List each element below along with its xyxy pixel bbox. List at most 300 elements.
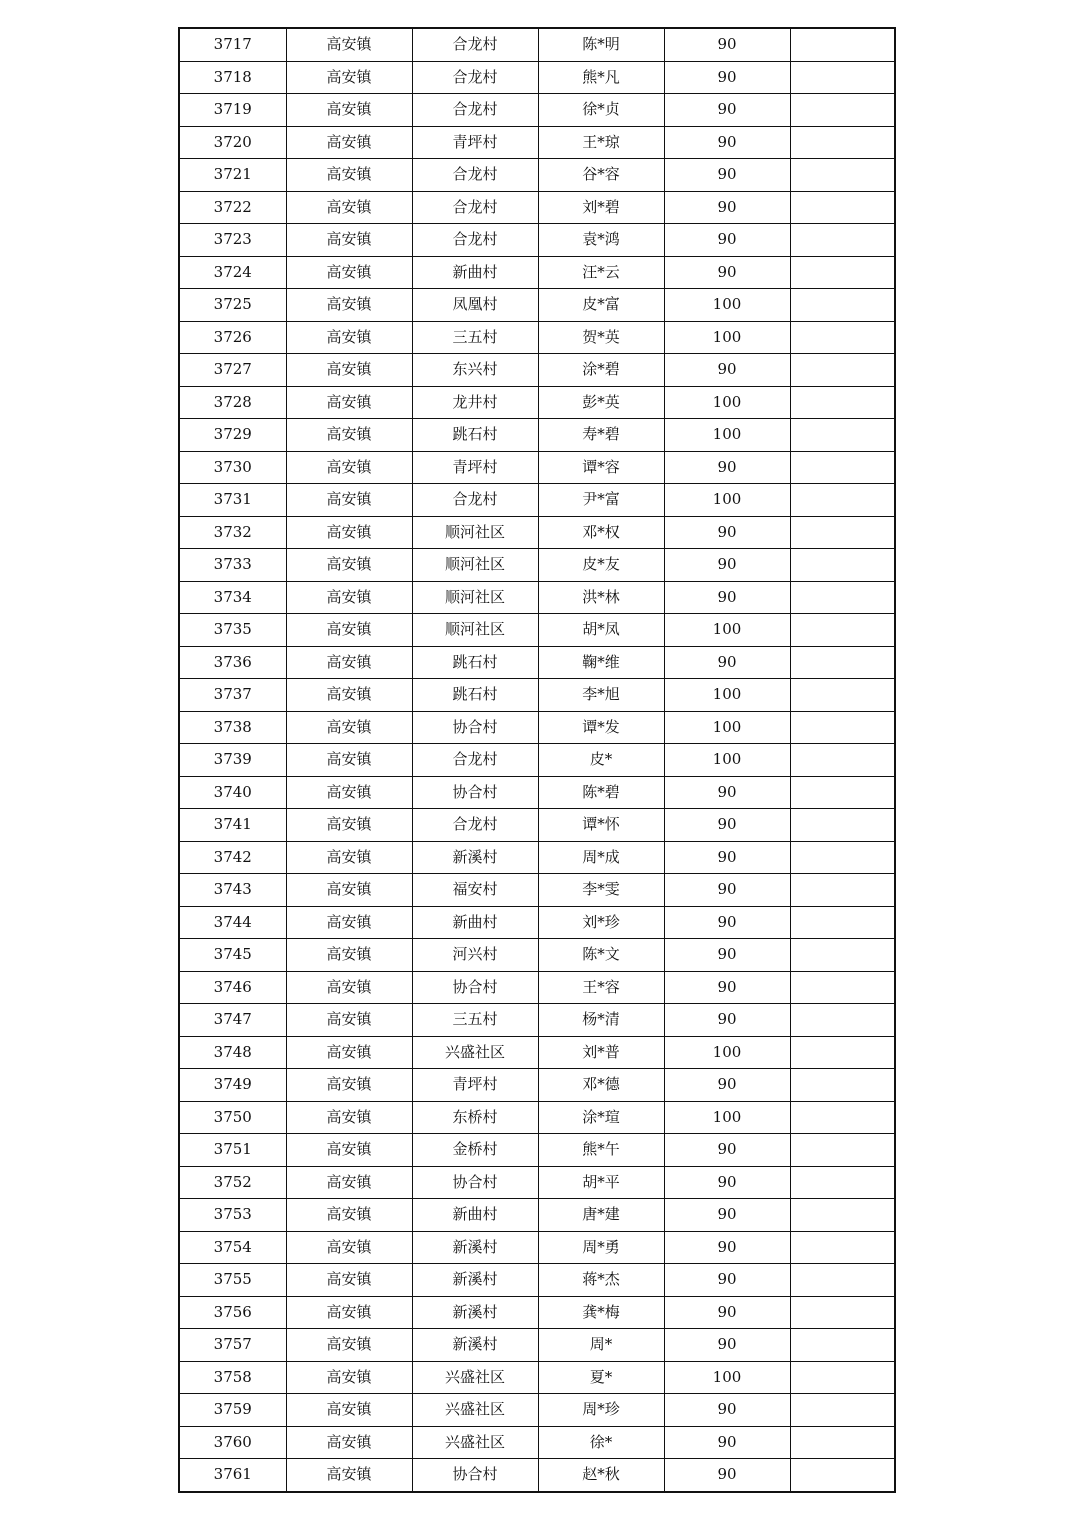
name-cell: 皮*友: [538, 549, 664, 582]
name-cell: 涂*碧: [538, 354, 664, 387]
village-cell: 凤凰村: [412, 289, 538, 322]
amount-cell: 90: [664, 1166, 790, 1199]
village-cell: 合龙村: [412, 191, 538, 224]
town-cell: 高安镇: [286, 679, 412, 712]
town-cell: 高安镇: [286, 159, 412, 192]
table-row: [179, 224, 895, 257]
amount-cell: 90: [664, 776, 790, 809]
row-number-cell: 3747: [179, 1004, 286, 1037]
name-cell: 汪*云: [538, 256, 664, 289]
table-row: [179, 744, 895, 777]
table-row: [179, 711, 895, 744]
table-row: [179, 906, 895, 939]
table-row: [179, 1296, 895, 1329]
town-cell: 高安镇: [286, 28, 412, 61]
name-cell: 谭*容: [538, 451, 664, 484]
town-cell: 高安镇: [286, 1134, 412, 1167]
town-cell: 高安镇: [286, 451, 412, 484]
table-row: [179, 1264, 895, 1297]
row-number-cell: 3722: [179, 191, 286, 224]
table-row: [179, 841, 895, 874]
table-row: [179, 971, 895, 1004]
village-cell: 跳石村: [412, 646, 538, 679]
amount-cell: 100: [664, 321, 790, 354]
village-cell: 新溪村: [412, 1329, 538, 1362]
row-number-cell: 3742: [179, 841, 286, 874]
amount-cell: 90: [664, 126, 790, 159]
table-row: [179, 809, 895, 842]
town-cell: 高安镇: [286, 646, 412, 679]
name-cell: 蒋*杰: [538, 1264, 664, 1297]
village-cell: 协合村: [412, 1166, 538, 1199]
name-cell: 唐*建: [538, 1199, 664, 1232]
amount-cell: 90: [664, 354, 790, 387]
table-row: [179, 1036, 895, 1069]
row-number-cell: 3724: [179, 256, 286, 289]
row-number-cell: 3735: [179, 614, 286, 647]
amount-cell: 90: [664, 1329, 790, 1362]
amount-cell: 100: [664, 419, 790, 452]
village-cell: 顺河社区: [412, 614, 538, 647]
document-page: [178, 27, 894, 1493]
row-number-cell: 3730: [179, 451, 286, 484]
note-cell: [790, 646, 895, 679]
name-cell: 谭*怀: [538, 809, 664, 842]
town-cell: 高安镇: [286, 354, 412, 387]
row-number-cell: 3728: [179, 386, 286, 419]
row-number-cell: 3739: [179, 744, 286, 777]
note-cell: [790, 744, 895, 777]
note-cell: [790, 939, 895, 972]
village-cell: 顺河社区: [412, 581, 538, 614]
row-number-cell: 3731: [179, 484, 286, 517]
row-number-cell: 3741: [179, 809, 286, 842]
table-row: [179, 61, 895, 94]
row-number-cell: 3719: [179, 94, 286, 127]
note-cell: [790, 1166, 895, 1199]
table-row: [179, 1329, 895, 1362]
note-cell: [790, 451, 895, 484]
row-number-cell: 3751: [179, 1134, 286, 1167]
note-cell: [790, 516, 895, 549]
village-cell: 合龙村: [412, 94, 538, 127]
town-cell: 高安镇: [286, 61, 412, 94]
table-row: [179, 1199, 895, 1232]
village-cell: 协合村: [412, 1459, 538, 1492]
town-cell: 高安镇: [286, 419, 412, 452]
town-cell: 高安镇: [286, 971, 412, 1004]
amount-cell: 90: [664, 1459, 790, 1492]
name-cell: 尹*富: [538, 484, 664, 517]
village-cell: 合龙村: [412, 809, 538, 842]
note-cell: [790, 1459, 895, 1492]
row-number-cell: 3743: [179, 874, 286, 907]
row-number-cell: 3725: [179, 289, 286, 322]
village-cell: 青坪村: [412, 1069, 538, 1102]
amount-cell: 90: [664, 939, 790, 972]
amount-cell: 90: [664, 1199, 790, 1232]
table-row: [179, 549, 895, 582]
note-cell: [790, 1199, 895, 1232]
table-row: [179, 679, 895, 712]
town-cell: 高安镇: [286, 516, 412, 549]
table-row: [179, 256, 895, 289]
note-cell: [790, 1231, 895, 1264]
village-cell: 兴盛社区: [412, 1361, 538, 1394]
village-cell: 新溪村: [412, 1264, 538, 1297]
village-cell: 三五村: [412, 1004, 538, 1037]
amount-cell: 90: [664, 1231, 790, 1264]
table-row: [179, 1459, 895, 1492]
row-number-cell: 3720: [179, 126, 286, 159]
note-cell: [790, 906, 895, 939]
table-row: [179, 191, 895, 224]
town-cell: 高安镇: [286, 1329, 412, 1362]
name-cell: 王*容: [538, 971, 664, 1004]
row-number-cell: 3754: [179, 1231, 286, 1264]
table-row: [179, 419, 895, 452]
note-cell: [790, 1296, 895, 1329]
village-cell: 协合村: [412, 776, 538, 809]
village-cell: 东兴村: [412, 354, 538, 387]
note-cell: [790, 419, 895, 452]
village-cell: 龙井村: [412, 386, 538, 419]
row-number-cell: 3723: [179, 224, 286, 257]
note-cell: [790, 1069, 895, 1102]
note-cell: [790, 61, 895, 94]
town-cell: 高安镇: [286, 1166, 412, 1199]
name-cell: 胡*凤: [538, 614, 664, 647]
note-cell: [790, 581, 895, 614]
amount-cell: 100: [664, 484, 790, 517]
table-row: [179, 451, 895, 484]
town-cell: 高安镇: [286, 744, 412, 777]
note-cell: [790, 1101, 895, 1134]
amount-cell: 90: [664, 256, 790, 289]
row-number-cell: 3748: [179, 1036, 286, 1069]
table-row: [179, 94, 895, 127]
town-cell: 高安镇: [286, 1264, 412, 1297]
village-cell: 三五村: [412, 321, 538, 354]
village-cell: 合龙村: [412, 744, 538, 777]
name-cell: 陈*文: [538, 939, 664, 972]
name-cell: 陈*明: [538, 28, 664, 61]
table-row: [179, 386, 895, 419]
amount-cell: 90: [664, 516, 790, 549]
table-row: [179, 1426, 895, 1459]
row-number-cell: 3757: [179, 1329, 286, 1362]
row-number-cell: 3756: [179, 1296, 286, 1329]
table-row: [179, 614, 895, 647]
name-cell: 周*: [538, 1329, 664, 1362]
note-cell: [790, 971, 895, 1004]
note-cell: [790, 679, 895, 712]
note-cell: [790, 549, 895, 582]
town-cell: 高安镇: [286, 1069, 412, 1102]
note-cell: [790, 289, 895, 322]
note-cell: [790, 1394, 895, 1427]
amount-cell: 90: [664, 971, 790, 1004]
name-cell: 周*成: [538, 841, 664, 874]
name-cell: 周*勇: [538, 1231, 664, 1264]
name-cell: 王*琼: [538, 126, 664, 159]
row-number-cell: 3734: [179, 581, 286, 614]
row-number-cell: 3755: [179, 1264, 286, 1297]
table-row: [179, 1361, 895, 1394]
table-row: [179, 484, 895, 517]
table-row: [179, 1101, 895, 1134]
village-cell: 新溪村: [412, 1231, 538, 1264]
village-cell: 合龙村: [412, 224, 538, 257]
village-cell: 新溪村: [412, 841, 538, 874]
row-number-cell: 3760: [179, 1426, 286, 1459]
town-cell: 高安镇: [286, 549, 412, 582]
row-number-cell: 3753: [179, 1199, 286, 1232]
town-cell: 高安镇: [286, 126, 412, 159]
town-cell: 高安镇: [286, 1296, 412, 1329]
town-cell: 高安镇: [286, 1231, 412, 1264]
row-number-cell: 3749: [179, 1069, 286, 1102]
name-cell: 杨*清: [538, 1004, 664, 1037]
row-number-cell: 3746: [179, 971, 286, 1004]
town-cell: 高安镇: [286, 1394, 412, 1427]
row-number-cell: 3758: [179, 1361, 286, 1394]
village-cell: 新曲村: [412, 906, 538, 939]
town-cell: 高安镇: [286, 874, 412, 907]
note-cell: [790, 809, 895, 842]
note-cell: [790, 224, 895, 257]
note-cell: [790, 841, 895, 874]
amount-cell: 100: [664, 1361, 790, 1394]
row-number-cell: 3740: [179, 776, 286, 809]
note-cell: [790, 1329, 895, 1362]
row-number-cell: 3752: [179, 1166, 286, 1199]
table-row: [179, 1394, 895, 1427]
town-cell: 高安镇: [286, 94, 412, 127]
amount-cell: 90: [664, 159, 790, 192]
town-cell: 高安镇: [286, 1036, 412, 1069]
row-number-cell: 3717: [179, 28, 286, 61]
town-cell: 高安镇: [286, 1361, 412, 1394]
note-cell: [790, 191, 895, 224]
name-cell: 邓*权: [538, 516, 664, 549]
row-number-cell: 3736: [179, 646, 286, 679]
note-cell: [790, 354, 895, 387]
village-cell: 兴盛社区: [412, 1036, 538, 1069]
note-cell: [790, 711, 895, 744]
row-number-cell: 3729: [179, 419, 286, 452]
note-cell: [790, 484, 895, 517]
town-cell: 高安镇: [286, 1101, 412, 1134]
name-cell: 皮*富: [538, 289, 664, 322]
table-row: [179, 874, 895, 907]
village-cell: 合龙村: [412, 61, 538, 94]
amount-cell: 90: [664, 1296, 790, 1329]
town-cell: 高安镇: [286, 289, 412, 322]
note-cell: [790, 1004, 895, 1037]
note-cell: [790, 386, 895, 419]
note-cell: [790, 1036, 895, 1069]
amount-cell: 90: [664, 61, 790, 94]
name-cell: 李*雯: [538, 874, 664, 907]
town-cell: 高安镇: [286, 386, 412, 419]
amount-cell: 90: [664, 1069, 790, 1102]
village-cell: 兴盛社区: [412, 1394, 538, 1427]
amount-cell: 100: [664, 744, 790, 777]
note-cell: [790, 321, 895, 354]
name-cell: 鞠*维: [538, 646, 664, 679]
table-row: [179, 776, 895, 809]
village-cell: 协合村: [412, 971, 538, 1004]
name-cell: 陈*碧: [538, 776, 664, 809]
name-cell: 贺*英: [538, 321, 664, 354]
note-cell: [790, 94, 895, 127]
amount-cell: 90: [664, 1134, 790, 1167]
table-row: [179, 1166, 895, 1199]
table-row: [179, 581, 895, 614]
table-row: [179, 126, 895, 159]
row-number-cell: 3737: [179, 679, 286, 712]
note-cell: [790, 1426, 895, 1459]
town-cell: 高安镇: [286, 256, 412, 289]
amount-cell: 90: [664, 1426, 790, 1459]
row-number-cell: 3718: [179, 61, 286, 94]
name-cell: 胡*平: [538, 1166, 664, 1199]
village-cell: 合龙村: [412, 28, 538, 61]
amount-cell: 100: [664, 289, 790, 322]
village-cell: 青坪村: [412, 451, 538, 484]
table-row: [179, 289, 895, 322]
town-cell: 高安镇: [286, 191, 412, 224]
table-row: [179, 321, 895, 354]
town-cell: 高安镇: [286, 1199, 412, 1232]
village-cell: 跳石村: [412, 679, 538, 712]
row-number-cell: 3726: [179, 321, 286, 354]
name-cell: 夏*: [538, 1361, 664, 1394]
name-cell: 刘*普: [538, 1036, 664, 1069]
name-cell: 刘*碧: [538, 191, 664, 224]
name-cell: 邓*德: [538, 1069, 664, 1102]
table-row: [179, 1004, 895, 1037]
amount-cell: 90: [664, 874, 790, 907]
row-number-cell: 3721: [179, 159, 286, 192]
name-cell: 徐*贞: [538, 94, 664, 127]
village-cell: 合龙村: [412, 484, 538, 517]
amount-cell: 100: [664, 711, 790, 744]
village-cell: 青坪村: [412, 126, 538, 159]
amount-cell: 90: [664, 549, 790, 582]
town-cell: 高安镇: [286, 581, 412, 614]
note-cell: [790, 874, 895, 907]
name-cell: 洪*林: [538, 581, 664, 614]
village-cell: 东桥村: [412, 1101, 538, 1134]
town-cell: 高安镇: [286, 224, 412, 257]
village-cell: 新曲村: [412, 1199, 538, 1232]
town-cell: 高安镇: [286, 1459, 412, 1492]
name-cell: 彭*英: [538, 386, 664, 419]
note-cell: [790, 1264, 895, 1297]
town-cell: 高安镇: [286, 484, 412, 517]
note-cell: [790, 1134, 895, 1167]
name-cell: 徐*: [538, 1426, 664, 1459]
village-cell: 河兴村: [412, 939, 538, 972]
note-cell: [790, 614, 895, 647]
village-cell: 顺河社区: [412, 516, 538, 549]
name-cell: 熊*午: [538, 1134, 664, 1167]
village-cell: 福安村: [412, 874, 538, 907]
row-number-cell: 3750: [179, 1101, 286, 1134]
name-cell: 赵*秋: [538, 1459, 664, 1492]
table-row: [179, 646, 895, 679]
town-cell: 高安镇: [286, 1004, 412, 1037]
table-row: [179, 516, 895, 549]
name-cell: 周*珍: [538, 1394, 664, 1427]
amount-cell: 90: [664, 1264, 790, 1297]
amount-cell: 90: [664, 224, 790, 257]
amount-cell: 100: [664, 679, 790, 712]
row-number-cell: 3744: [179, 906, 286, 939]
town-cell: 高安镇: [286, 841, 412, 874]
note-cell: [790, 159, 895, 192]
amount-cell: 100: [664, 614, 790, 647]
table-row: [179, 939, 895, 972]
amount-cell: 90: [664, 1004, 790, 1037]
name-cell: 谷*容: [538, 159, 664, 192]
town-cell: 高安镇: [286, 906, 412, 939]
name-cell: 李*旭: [538, 679, 664, 712]
row-number-cell: 3727: [179, 354, 286, 387]
amount-cell: 90: [664, 28, 790, 61]
amount-cell: 100: [664, 1101, 790, 1134]
row-number-cell: 3759: [179, 1394, 286, 1427]
village-cell: 顺河社区: [412, 549, 538, 582]
name-cell: 刘*珍: [538, 906, 664, 939]
amount-cell: 90: [664, 906, 790, 939]
village-cell: 兴盛社区: [412, 1426, 538, 1459]
row-number-cell: 3738: [179, 711, 286, 744]
town-cell: 高安镇: [286, 321, 412, 354]
table-row: [179, 1231, 895, 1264]
town-cell: 高安镇: [286, 1426, 412, 1459]
name-cell: 皮*: [538, 744, 664, 777]
town-cell: 高安镇: [286, 809, 412, 842]
note-cell: [790, 126, 895, 159]
roster-table: [178, 27, 896, 1493]
village-cell: 协合村: [412, 711, 538, 744]
amount-cell: 90: [664, 646, 790, 679]
table-row: [179, 354, 895, 387]
village-cell: 合龙村: [412, 159, 538, 192]
row-number-cell: 3745: [179, 939, 286, 972]
amount-cell: 100: [664, 1036, 790, 1069]
note-cell: [790, 1361, 895, 1394]
name-cell: 熊*凡: [538, 61, 664, 94]
amount-cell: 90: [664, 841, 790, 874]
town-cell: 高安镇: [286, 939, 412, 972]
name-cell: 涂*瑄: [538, 1101, 664, 1134]
row-number-cell: 3733: [179, 549, 286, 582]
name-cell: 袁*鸿: [538, 224, 664, 257]
village-cell: 新溪村: [412, 1296, 538, 1329]
table-row: [179, 1134, 895, 1167]
roster-table-body: [179, 28, 895, 1492]
note-cell: [790, 256, 895, 289]
name-cell: 龚*梅: [538, 1296, 664, 1329]
amount-cell: 90: [664, 451, 790, 484]
table-row: [179, 28, 895, 61]
village-cell: 新曲村: [412, 256, 538, 289]
name-cell: 谭*发: [538, 711, 664, 744]
